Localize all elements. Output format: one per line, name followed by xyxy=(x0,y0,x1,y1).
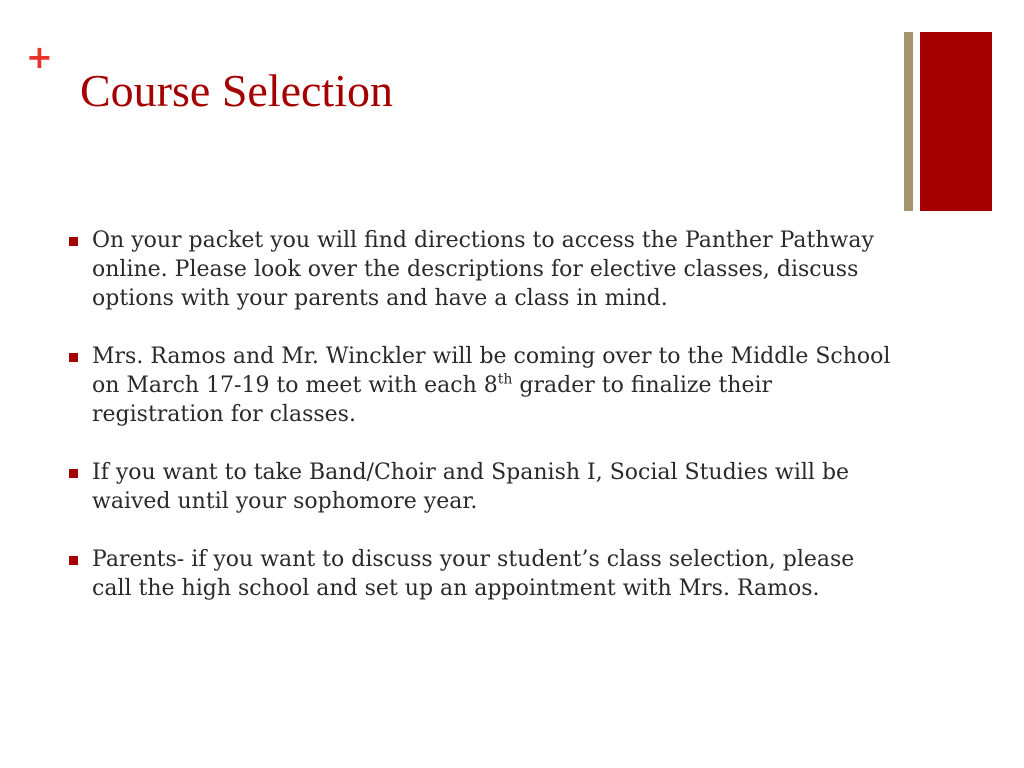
bullet-text-packet: On your packet you will find directions to access the Panther Pathway online. Please look over the descriptions for elective classes, discuss options with your parents and have a class in mind. xyxy=(92,228,874,311)
plus-icon: + xyxy=(26,38,53,76)
bullet-item-packet xyxy=(68,226,898,313)
bullet-text-meeting-end: grader to finalize their registration for classes. xyxy=(92,373,773,427)
slide-title: Course Selection xyxy=(80,65,393,116)
bullet-text-meeting-start: Mrs. Ramos and Mr. Winckler will be coming over to the Middle School on March 17-19 to meet with each 8 xyxy=(92,344,891,398)
bullet-item-meeting xyxy=(68,342,898,429)
ordinal-superscript: th xyxy=(497,371,513,388)
bullet-item-band-choir xyxy=(68,458,898,516)
bullet-square-icon xyxy=(69,353,78,362)
bullet-text-meeting xyxy=(92,344,890,427)
bullet-square-icon xyxy=(69,469,78,478)
accent-bar-tan xyxy=(904,32,913,211)
bullet-square-icon xyxy=(69,237,78,246)
bullet-text-band-choir: If you want to take Band/Choir and Spanish I, Social Studies will be waived until your sophomore year. xyxy=(92,460,850,514)
bullet-square-icon xyxy=(69,556,78,565)
bullet-text-parents: Parents- if you want to discuss your student’s class selection, please call the high school and set up an appointment with Mrs. Ramos. xyxy=(92,547,855,601)
bullet-item-parents xyxy=(68,545,898,603)
accent-block-red xyxy=(920,32,992,211)
bullet-list xyxy=(68,226,898,632)
